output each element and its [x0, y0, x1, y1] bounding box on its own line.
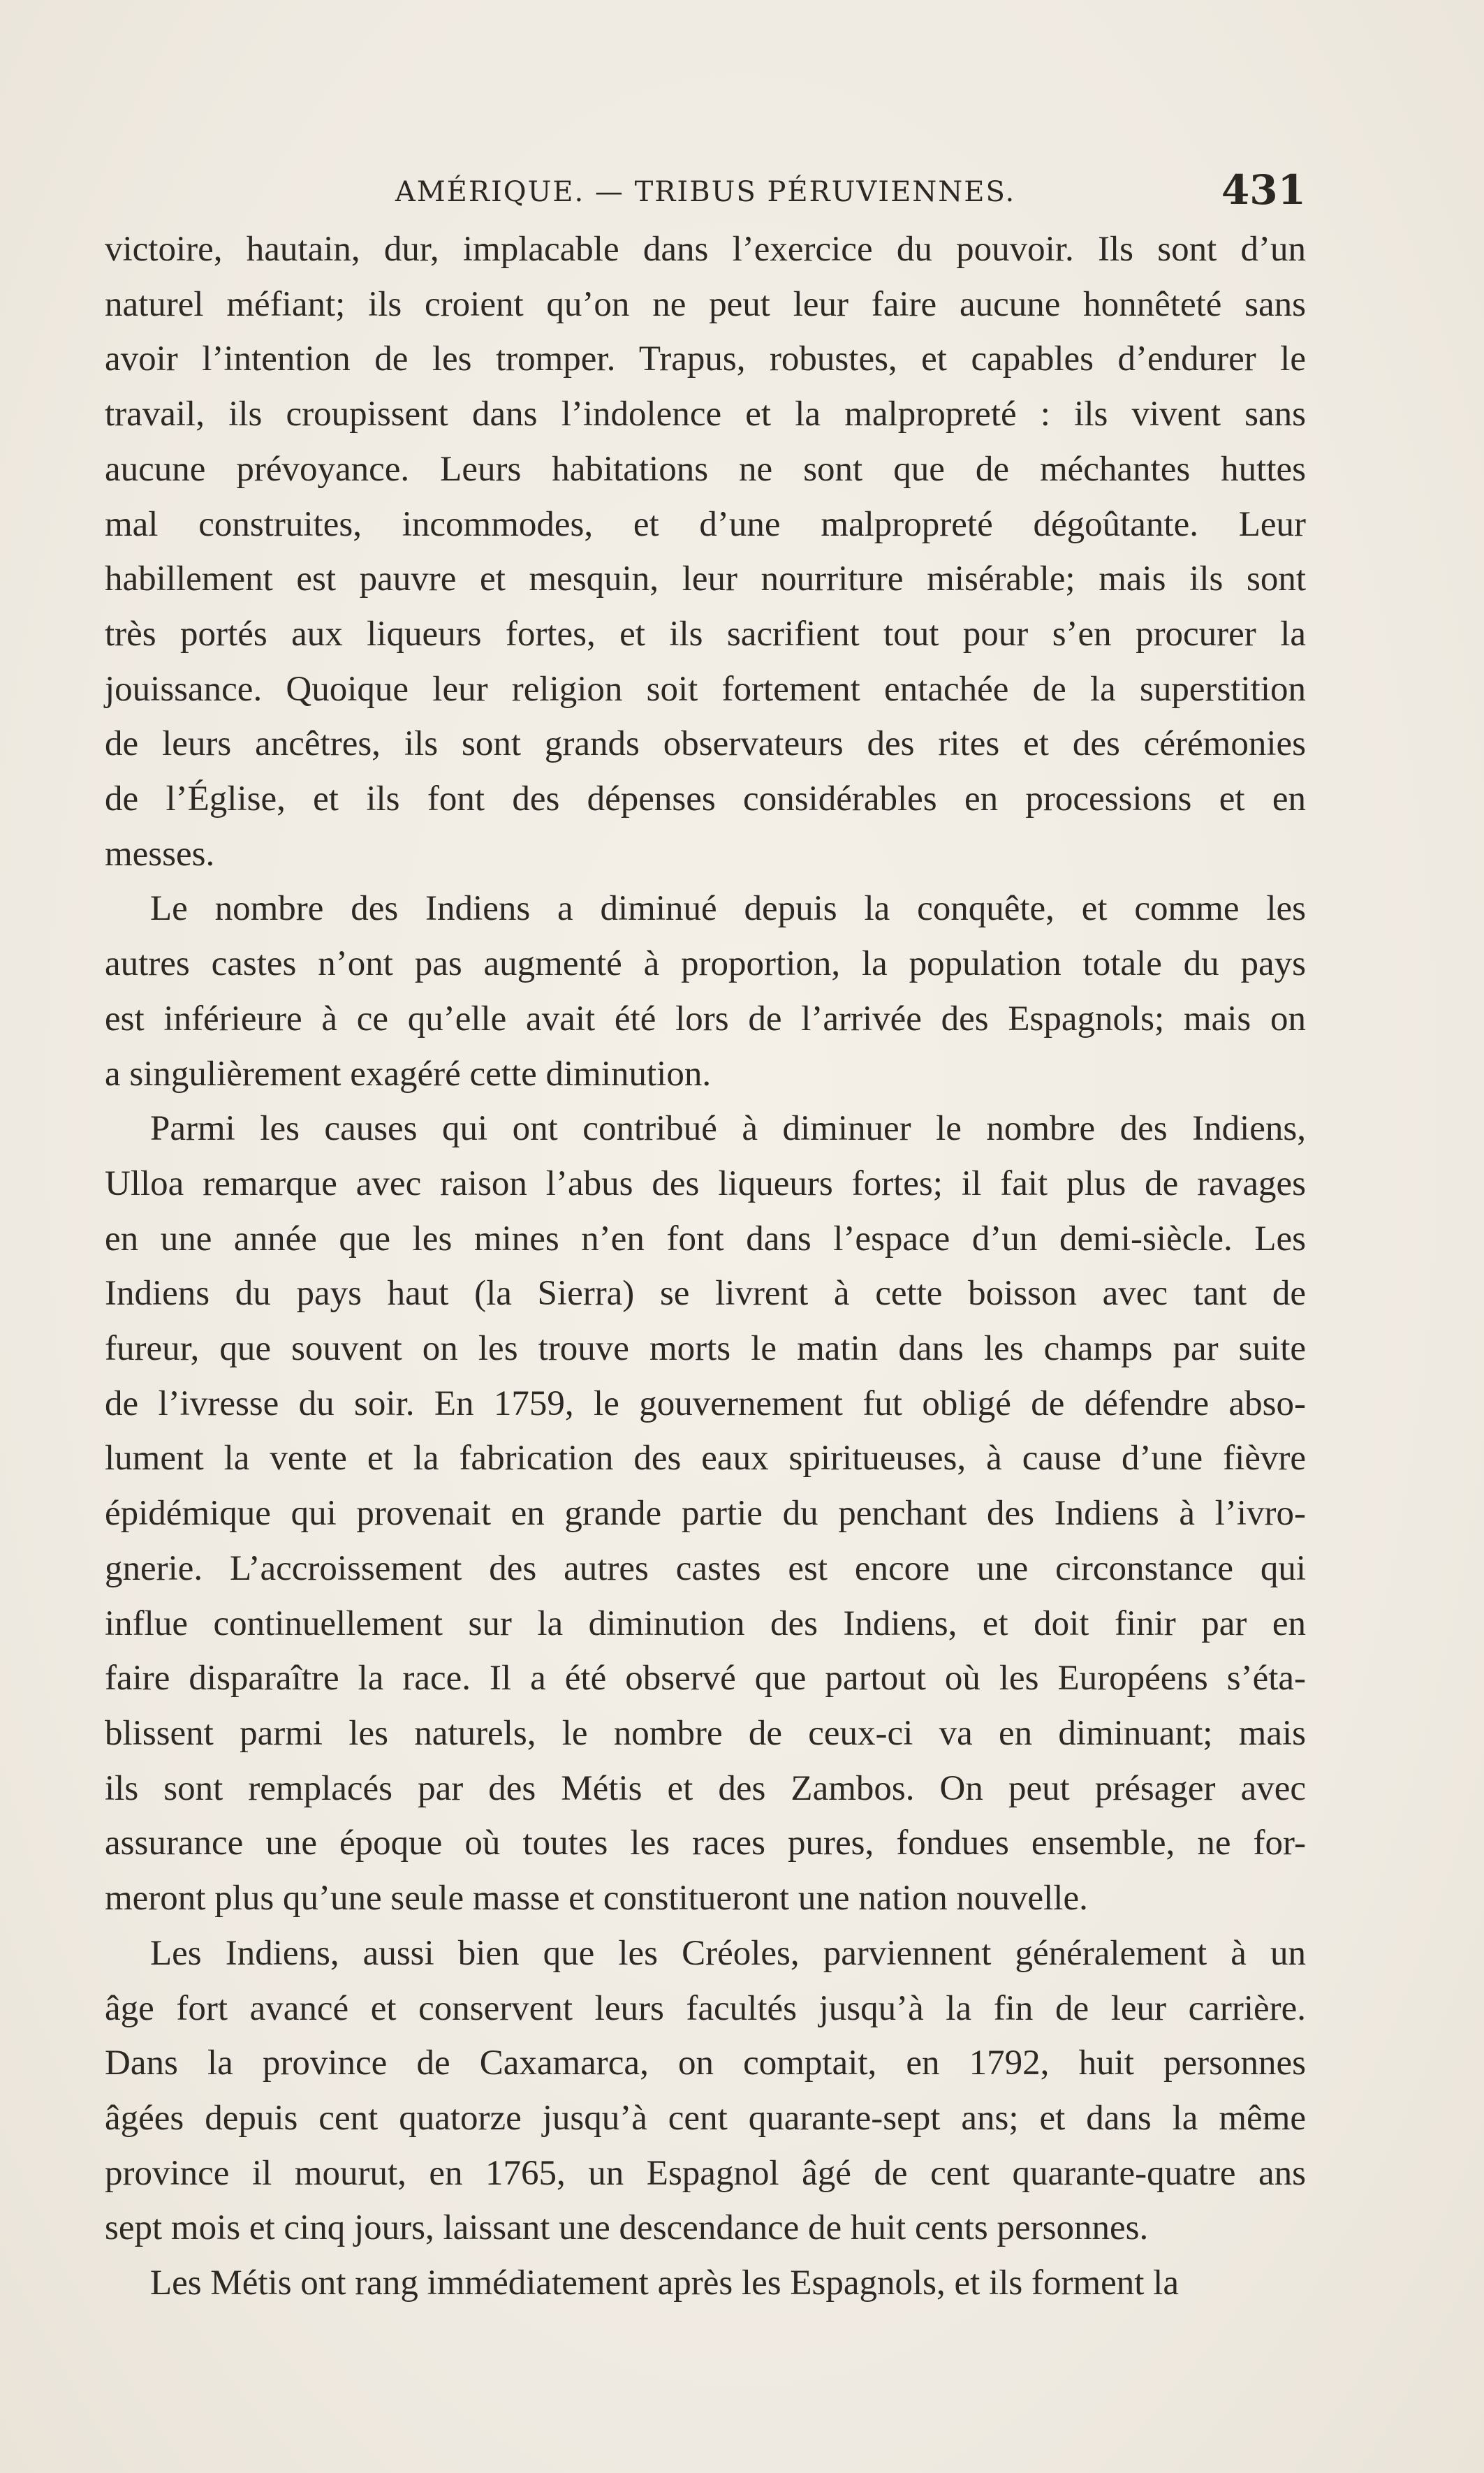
text-line: Parmi les causes qui ont contribué à diminuer le nombre des Indiens,	[150, 1109, 1306, 1149]
text-line: gnerie. L’accroissement des autres castes est encore une circonstance qui	[105, 1548, 1306, 1588]
text-line: province il mourut, en 1765, un Espagnol âgé de cent quarante-quatre ans	[105, 2153, 1306, 2193]
text-line: autres castes n’ont pas augmenté à proportion, la population totale du pays	[105, 944, 1306, 984]
text-line: âge fort avancé et conservent leurs facultés jusqu’à la fin de leur carrière.	[105, 1988, 1306, 2028]
text-line: très portés aux liqueurs fortes, et ils sacrifient tout pour s’en procurer la	[105, 614, 1306, 654]
text-line: messes.	[105, 834, 215, 874]
text-line: Les Indiens, aussi bien que les Créoles, parviennent généralement à un	[150, 1933, 1306, 1973]
text-line: Le nombre des Indiens a diminué depuis la conquête, et comme les	[150, 889, 1306, 929]
text-line: fureur, que souvent on les trouve morts le matin dans les champs par suite	[105, 1329, 1306, 1369]
text-line: travail, ils croupissent dans l’indolence et la malpropreté : ils vivent sans	[105, 395, 1306, 434]
paragraph	[105, 1926, 1306, 2256]
text-line: Dans la province de Caxamarca, on comptait, en 1792, huit personnes	[105, 2043, 1306, 2083]
page-number: 431	[1221, 166, 1306, 214]
text-line: meront plus qu’une seule masse et constitueront une nation nouvelle.	[105, 1879, 1088, 1918]
text-line: de leurs ancêtres, ils sont grands observateurs des rites et des cérémonies	[105, 724, 1306, 764]
text-line: est inférieure à ce qu’elle avait été lors de l’arrivée des Espagnols; mais on	[105, 999, 1306, 1039]
paragraph	[105, 1101, 1306, 1926]
text-line: Ulloa remarque avec raison l’abus des liqueurs fortes; il fait plus de ravages	[105, 1164, 1306, 1203]
text-line: jouissance. Quoique leur religion soit fortement entachée de la superstition	[105, 669, 1306, 709]
text-line: Indiens du pays haut (la Sierra) se livrent à cette boisson avec tant de	[105, 1274, 1306, 1314]
text-line: Les Métis ont rang immédiatement après les Espagnols, et ils forment la	[150, 2263, 1179, 2303]
paragraph	[105, 222, 1306, 881]
text-line: lument la vente et la fabrication des eaux spiritueuses, à cause d’une fièvre	[105, 1439, 1306, 1478]
body-text	[105, 222, 1306, 2311]
paragraph	[105, 2256, 1306, 2311]
text-line: de l’ivresse du soir. En 1759, le gouvernement fut obligé de défendre abso-	[105, 1384, 1306, 1423]
text-line: influe continuellement sur la diminution des Indiens, et doit finir par en	[105, 1604, 1306, 1643]
text-line: ils sont remplacés par des Métis et des Zambos. On peut présager avec	[105, 1768, 1306, 1808]
text-line: habillement est pauvre et mesquin, leur nourriture misérable; mais ils sont	[105, 559, 1306, 599]
text-line: de l’Église, et ils font des dépenses considérables en processions et en	[105, 779, 1306, 819]
text-line: âgées depuis cent quatorze jusqu’à cent quarante-sept ans; et dans la même	[105, 2098, 1306, 2138]
text-line: naturel méfiant; ils croient qu’on ne peut leur faire aucune honnêteté sans	[105, 284, 1306, 324]
text-line: faire disparaître la race. Il a été observé que partout où les Européens s’éta-	[105, 1659, 1306, 1698]
text-line: victoire, hautain, dur, implacable dans l’exercice du pouvoir. Ils sont d’un	[105, 230, 1306, 269]
running-title: AMÉRIQUE. — TRIBUS PÉRUVIENNES.	[395, 176, 1016, 208]
text-line: en une année que les mines n’en font dans l’espace d’un demi-siècle. Les	[105, 1219, 1306, 1258]
text-line: a singulièrement exagéré cette diminution.	[105, 1054, 712, 1094]
text-line: aucune prévoyance. Leurs habitations ne sont que de méchantes huttes	[105, 449, 1306, 489]
text-line: avoir l’intention de les tromper. Trapus, robustes, et capables d’endurer le	[105, 339, 1306, 379]
page-header	[105, 166, 1306, 222]
text-line: épidémique qui provenait en grande partie du penchant des Indiens à l’ivro-	[105, 1494, 1306, 1534]
text-line: mal construites, incommodes, et d’une malpropreté dégoûtante. Leur	[105, 504, 1306, 544]
text-line: assurance une époque où toutes les races pures, fondues ensemble, ne for-	[105, 1823, 1306, 1863]
paragraph	[105, 881, 1306, 1101]
text-line: blissent parmi les naturels, le nombre de ceux-ci va en diminuant; mais	[105, 1713, 1306, 1753]
text-line: sept mois et cinq jours, laissant une descendance de huit cents personnes.	[105, 2208, 1149, 2248]
